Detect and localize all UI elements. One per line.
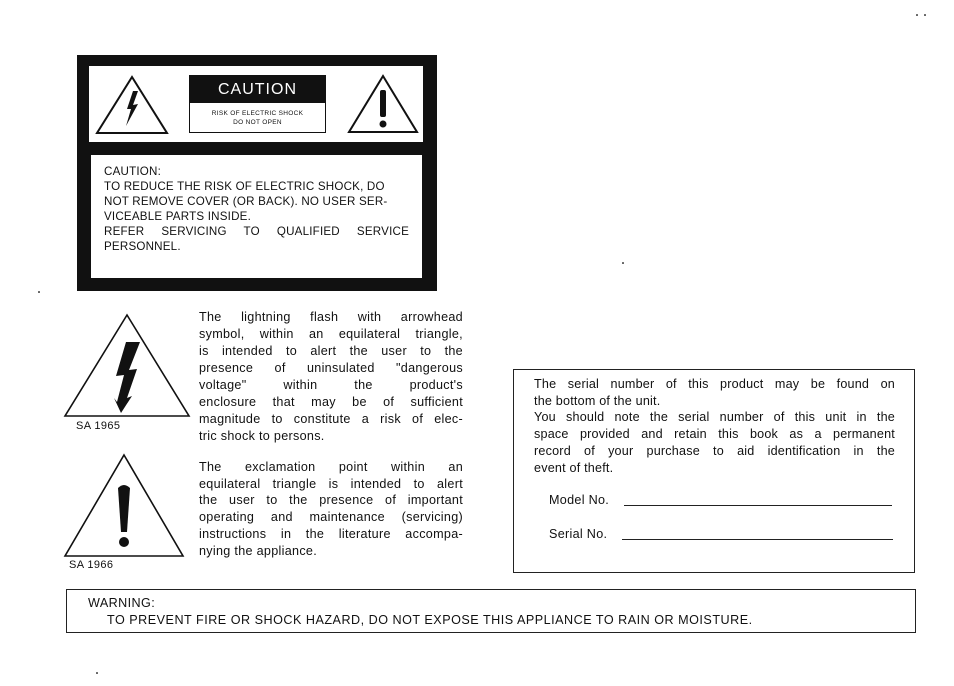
model-number-field[interactable]: [624, 505, 892, 506]
caution-text-line: PERSONNEL.: [104, 240, 181, 253]
lightning-desc-line: presence of uninsulated "dangerous: [199, 361, 463, 375]
warning-text: TO PREVENT FIRE OR SHOCK HAZARD, DO NOT EXPOSE THIS APPLIANCE TO RAIN OR MOISTURE.: [107, 613, 753, 627]
scan-speck: [916, 14, 918, 16]
lightning-warning-icon: [94, 74, 170, 136]
exclamation-desc-line: nying the appliance.: [199, 544, 318, 558]
caution-text-line: VICEABLE PARTS INSIDE.: [104, 210, 252, 223]
caution-text-line: NOT REMOVE COVER (OR BACK). NO USER SER-: [104, 195, 388, 208]
model-number-label: Model No.: [549, 493, 610, 507]
caution-text-line: REFER SERVICING TO QUALIFIED SERVICE: [104, 225, 409, 238]
caution-subtitle-line2: DO NOT OPEN: [233, 119, 282, 126]
lightning-desc-line: The lightning flash with arrowhead: [199, 310, 463, 324]
scan-speck: [924, 14, 926, 16]
lightning-triangle-icon: [62, 312, 192, 420]
scan-speck: [96, 672, 98, 674]
exclamation-desc-line: The exclamation point within an: [199, 460, 463, 474]
lightning-symbol-code: SA 1965: [76, 420, 121, 432]
lightning-desc-line: voltage" within the product's: [199, 378, 463, 392]
lightning-desc-line: symbol, within an equilateral triangle,: [199, 327, 463, 341]
exclamation-desc-line: operating and maintenance (servicing): [199, 510, 463, 524]
caution-text-line: TO REDUCE THE RISK OF ELECTRIC SHOCK, DO: [104, 180, 385, 193]
lightning-desc-line: magnitude to constitute a risk of elec-: [199, 412, 463, 426]
serial-note-line: record of your purchase to aid identification in the: [534, 444, 895, 458]
serial-note-line: The serial number of this product may be found on: [534, 377, 895, 391]
exclamation-desc-line: the user to the presence of important: [199, 493, 463, 507]
serial-number-label: Serial No.: [549, 527, 608, 541]
serial-number-field[interactable]: [622, 539, 893, 540]
exclamation-symbol-code: SA 1966: [69, 559, 114, 571]
serial-note-line: You should note the serial number of this unit in the: [534, 410, 895, 424]
serial-note-line: the bottom of the unit.: [534, 394, 661, 408]
caution-text-heading: CAUTION:: [104, 165, 161, 178]
serial-note-line: space provided and retain this book as a permanent: [534, 427, 895, 441]
exclamation-warning-icon: [346, 73, 420, 135]
caution-label: [189, 75, 326, 133]
scan-speck: [38, 291, 40, 293]
caution-title: CAUTION: [190, 76, 325, 103]
scan-speck: [622, 262, 624, 264]
lightning-desc-line: is intended to alert the user to the: [199, 344, 463, 358]
warning-title: WARNING:: [88, 596, 156, 610]
lightning-desc-line: tric shock to persons.: [199, 429, 325, 443]
serial-note-line: event of theft.: [534, 461, 614, 475]
exclamation-triangle-icon: [62, 452, 186, 560]
lightning-desc-line: enclosure that may be of sufficient: [199, 395, 463, 409]
caution-subtitle-line1: RISK OF ELECTRIC SHOCK: [211, 110, 304, 117]
exclamation-desc-line: instructions in the literature accompa-: [199, 527, 463, 541]
exclamation-desc-line: equilateral triangle is intended to alert: [199, 477, 463, 491]
